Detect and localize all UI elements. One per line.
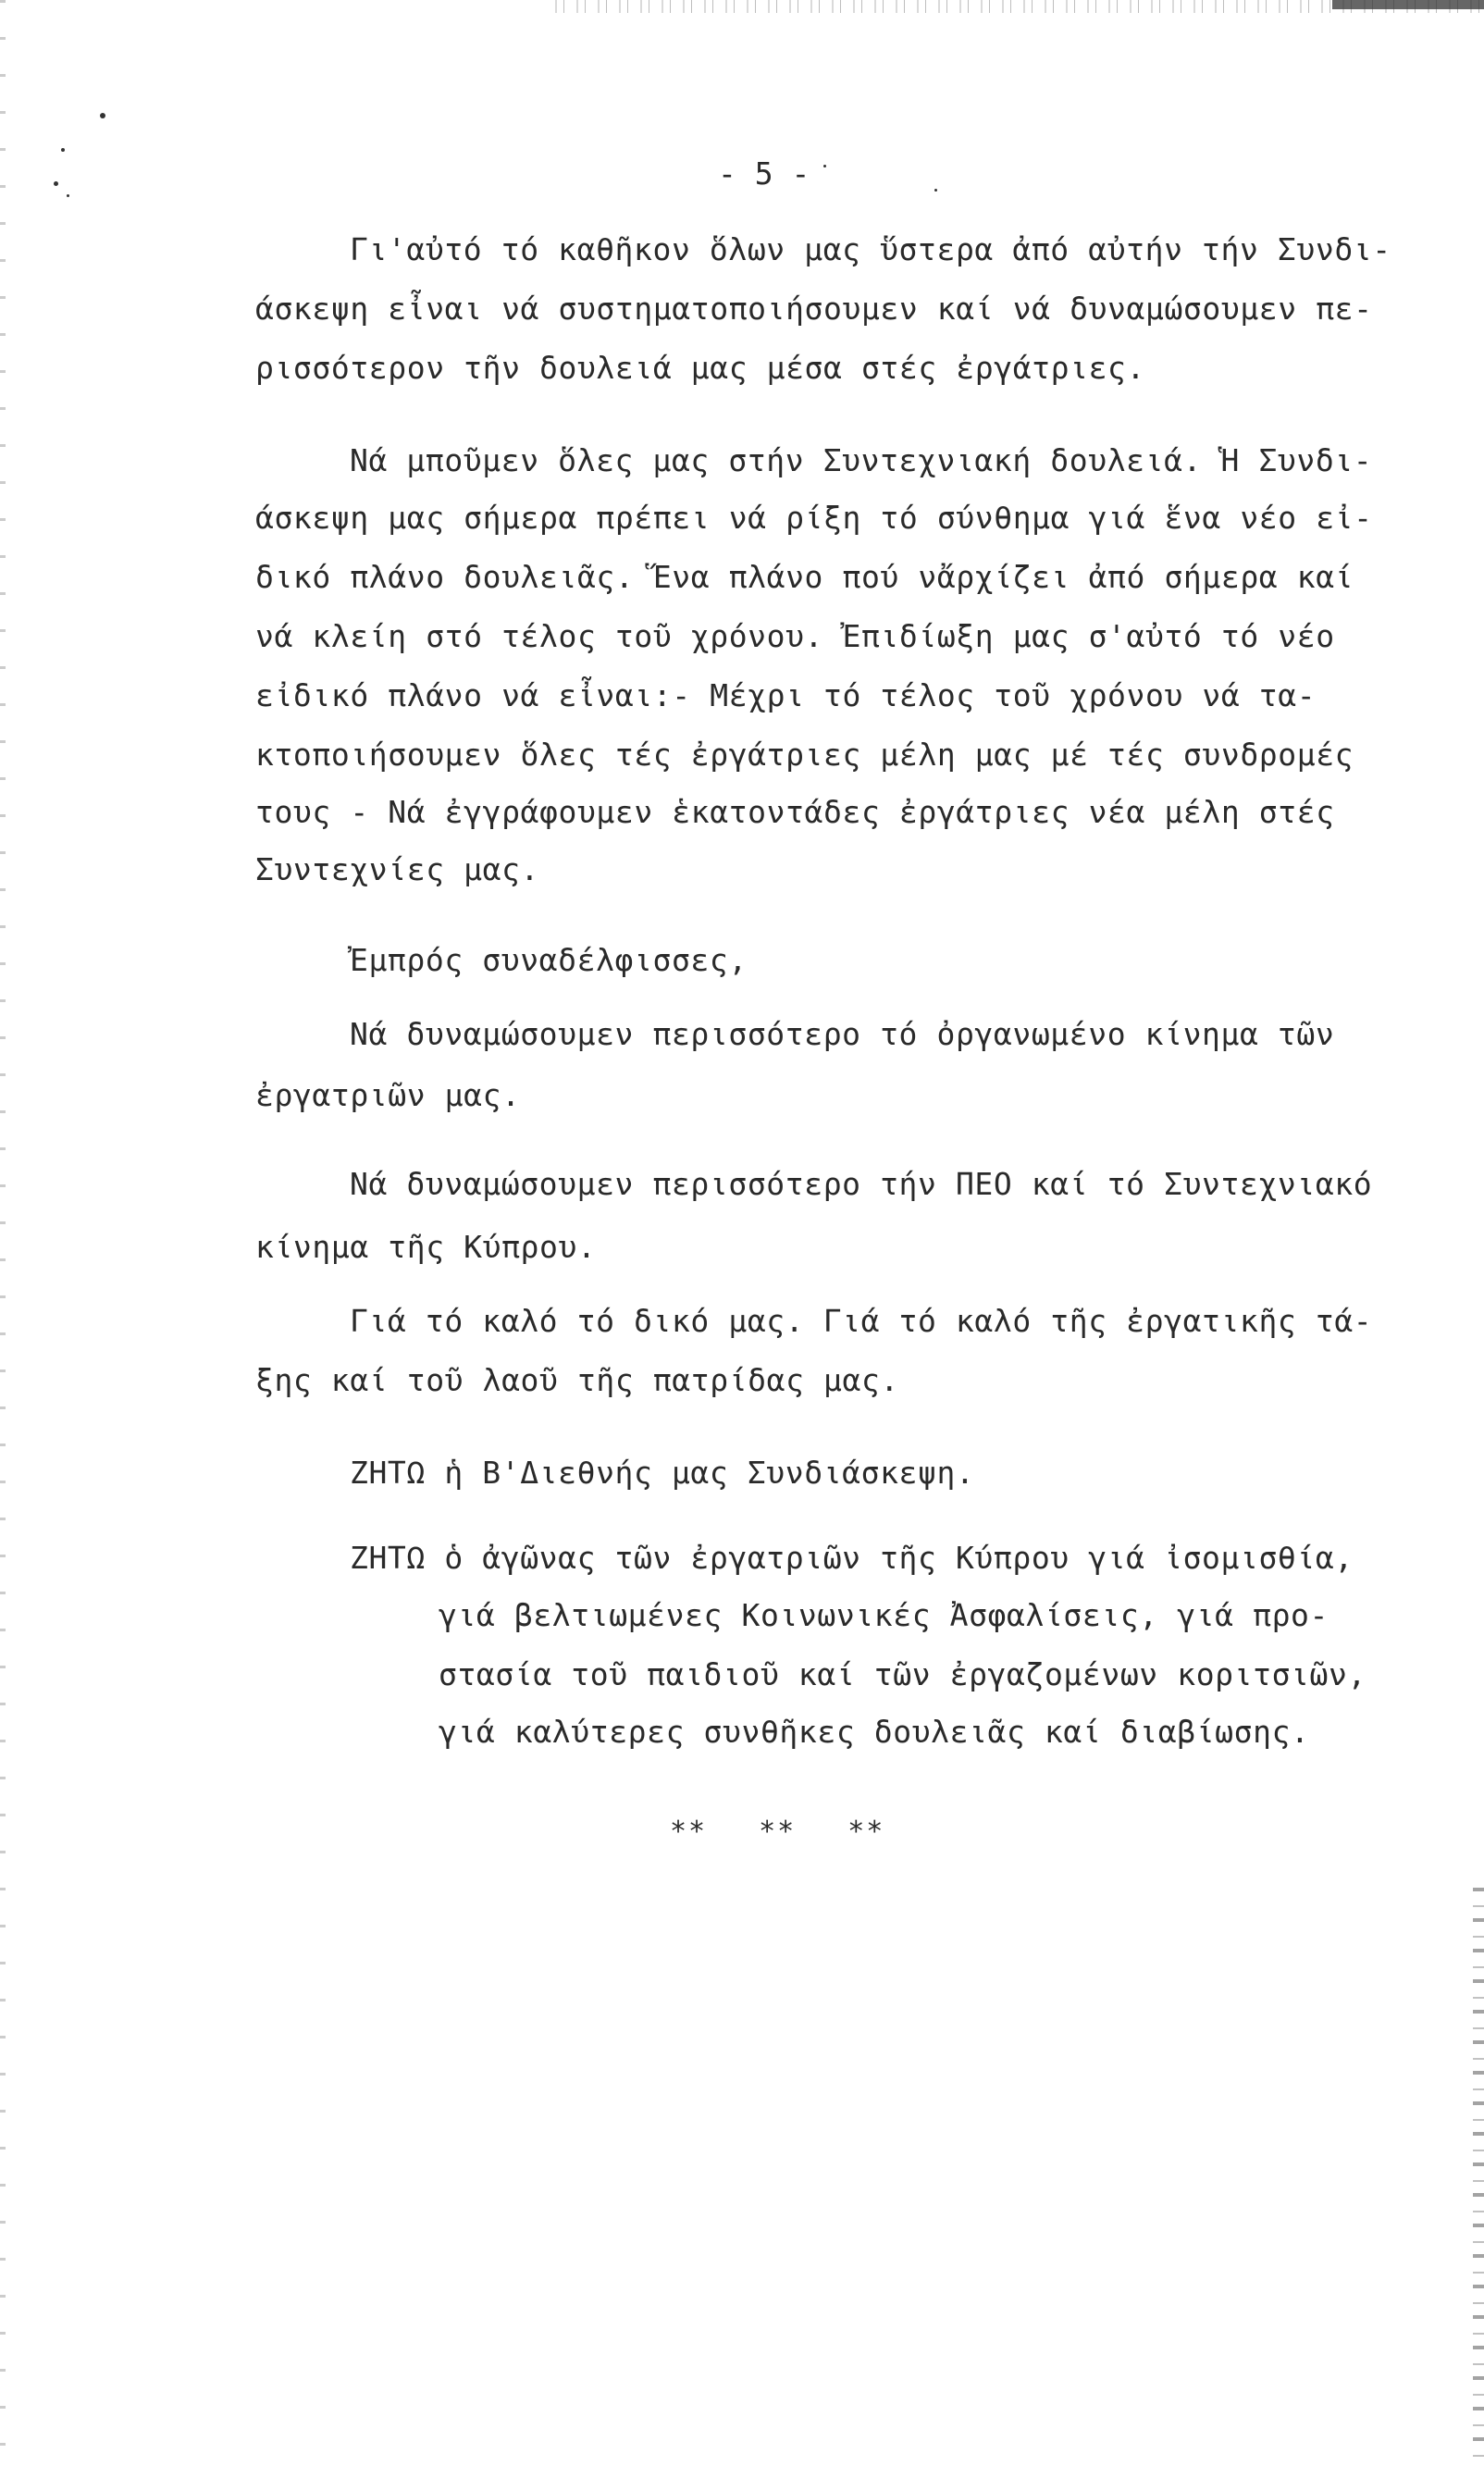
body-line: Νά μποῦμεν ὅλες μας στήν Συντεχνιακή δουλειά. Ἡ Συνδι- [350, 442, 1373, 478]
scan-speck [61, 148, 65, 152]
body-line: άσκεψη μας σήμερα πρέπει νά ρίξη τό σύνθημα γιά ἕνα νέο εἰ- [255, 500, 1373, 536]
scan-speck [54, 181, 58, 186]
page-number: - 5 - [718, 155, 810, 192]
salutation-line: Ἐμπρός συναδέλφισσες, [350, 942, 748, 978]
body-line: Γιά τό καλό τό δικό μας. Γιά τό καλό τῆς ἐργατικῆς τά- [350, 1303, 1373, 1339]
body-line: κτοποιήσουμεν ὅλες τές ἐργάτριες μέλη μας μέ τές συνδρομές [255, 737, 1354, 773]
body-line: Γι'αὐτό τό καθῆκον ὅλων μας ὕστερα ἀπό αὐτήν τήν Συνδι- [350, 231, 1391, 267]
body-line: δικό πλάνο δουλειᾶς. Ἕνα πλάνο πού νἄρχίζει ἀπό σήμερα καί [255, 559, 1354, 595]
scan-edge-left [0, 0, 6, 2466]
body-line: ξης καί τοῦ λαοῦ τῆς πατρίδας μας. [255, 1362, 899, 1398]
slogan-line: ΖΗΤΩ ὁ ἀγῶνας τῶν ἐργατριῶν τῆς Κύπρου γιά ἰσομισθία, [350, 1540, 1354, 1576]
slogan-line: γιά βελτιωμένες Κοινωνικές Ἀσφαλίσεις, γιά προ- [439, 1597, 1329, 1633]
body-line: Νά δυναμώσουμεν περισσότερο τήν ΠΕΟ καί τό Συντεχνιακό [350, 1166, 1373, 1202]
body-line: άσκεψη εἶναι νά συστηματοποιήσουμεν καί νά δυναμώσουμεν πε- [255, 291, 1373, 327]
body-line: ρισσότερον τῆν δουλειά μας μέσα στές ἐργάτριες. [255, 350, 1145, 386]
asterisk-mark: ** [670, 1815, 708, 1848]
scan-speck [934, 189, 937, 192]
scan-speck [100, 113, 105, 118]
slogan-line: ΖΗΤΩ ἡ Β'Διεθνής μας Συνδιάσκεψη. [350, 1455, 975, 1491]
body-line: εἰδικό πλάνο νά εἶναι:- Μέχρι τό τέλος τοῦ χρόνου νά τα- [255, 677, 1317, 713]
slogan-line: στασία τοῦ παιδιοῦ καί τῶν ἐργαζομένων κοριτσιῶν, [439, 1656, 1367, 1692]
closing-asterisks [670, 1815, 884, 1848]
asterisk-mark: ** [759, 1815, 797, 1848]
slogan-line: γιά καλύτερες συνθῆκες δουλειᾶς καί διαβίωσης. [439, 1714, 1310, 1750]
scan-speck [823, 165, 826, 167]
body-line: Νά δυναμώσουμεν περισσότερο τό ὀργανωμένο κίνημα τῶν [350, 1016, 1335, 1052]
body-line: νά κλείη στό τέλος τοῦ χρόνου. Ἐπιδίωξη μας σ'αὐτό τό νέο [255, 618, 1335, 654]
body-line: τους - Νά ἐγγράφουμεν ἑκατοντάδες ἐργάτριες νέα μέλη στές [255, 794, 1335, 830]
body-line: Συντεχνίες μας. [255, 851, 540, 887]
asterisk-mark: ** [847, 1815, 885, 1848]
scan-edge-right [1473, 1888, 1484, 2466]
body-line: κίνημα τῆς Κύπρου. [255, 1229, 597, 1265]
scan-edge-top-right [1332, 0, 1484, 9]
body-line: ἐργατριῶν μας. [255, 1077, 521, 1113]
scan-speck [67, 194, 69, 197]
